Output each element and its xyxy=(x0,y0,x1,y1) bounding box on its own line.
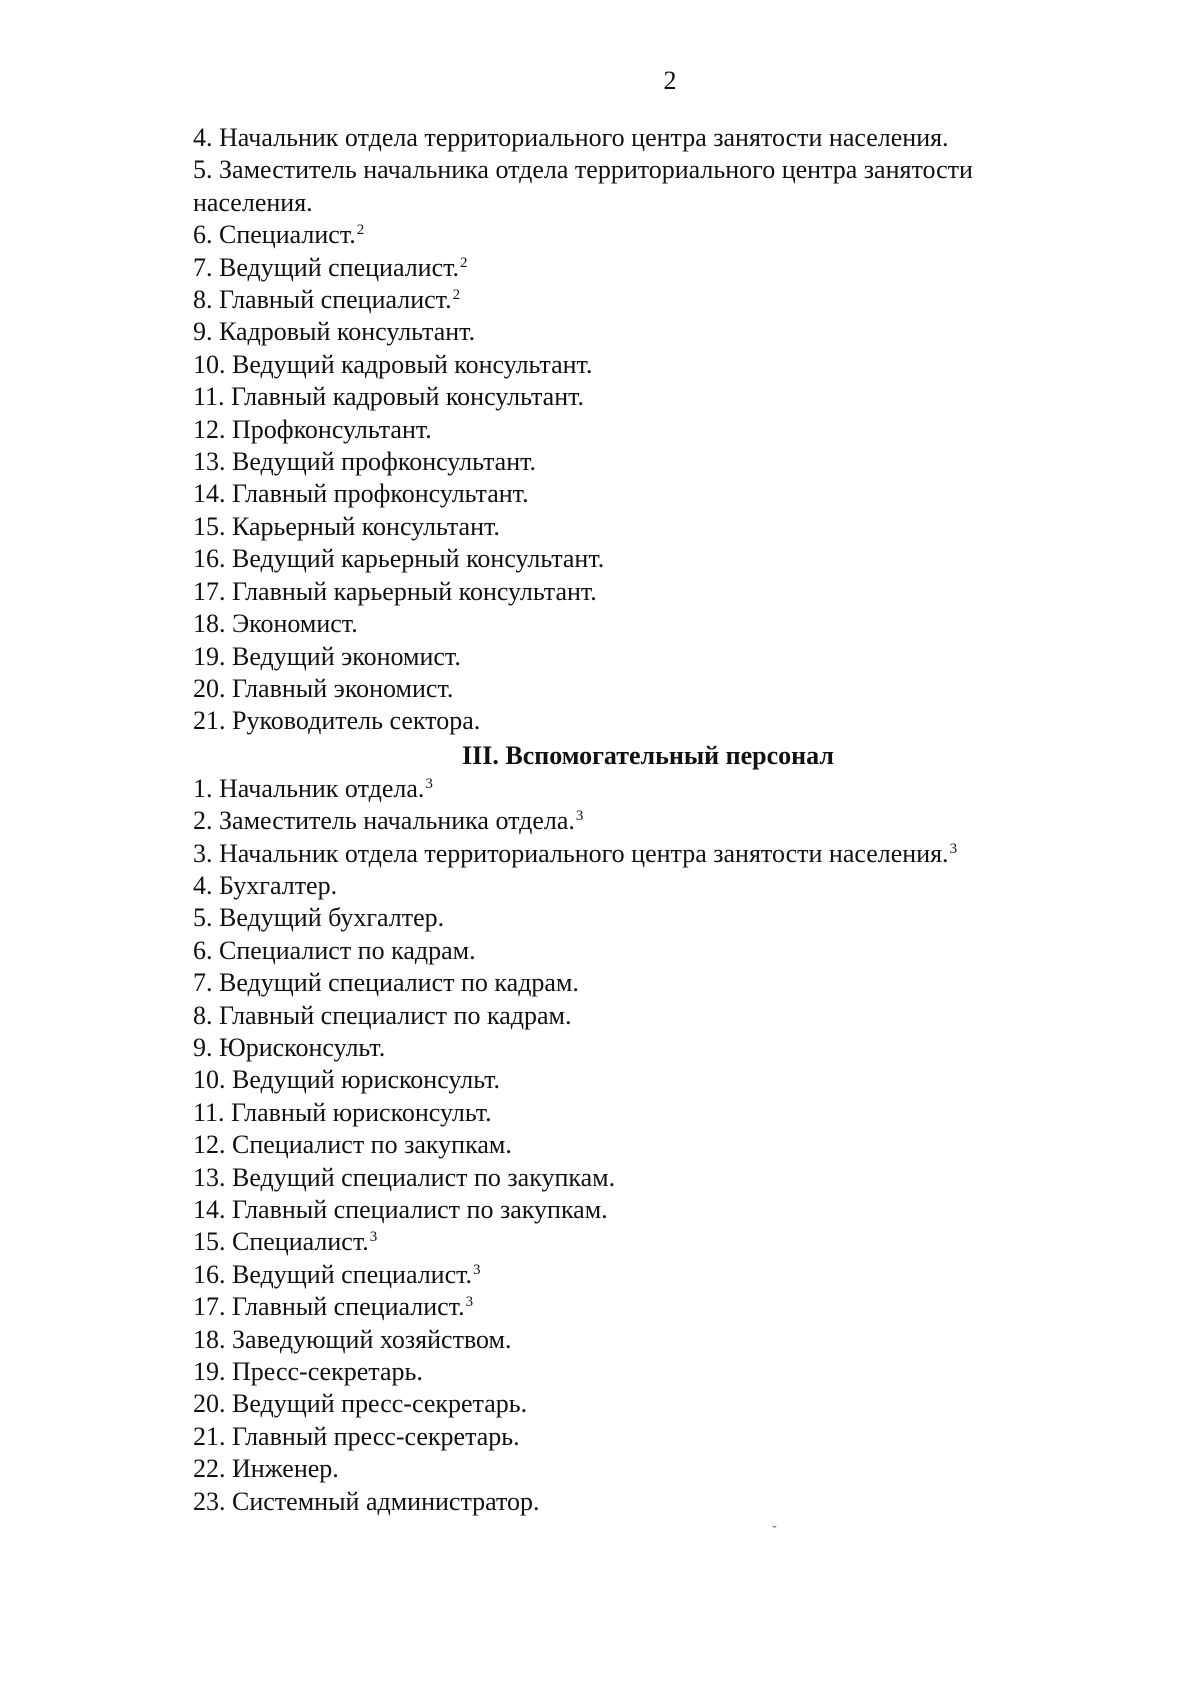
list-item-text: 16. Ведущий карьерный консультант. xyxy=(193,544,605,574)
list-item xyxy=(193,1356,1073,1388)
list-item-text: 8. Главный специалист. xyxy=(193,285,452,315)
list-item-text: 3. Начальник отдела территориального центра занятости населения. xyxy=(193,838,949,868)
footnote-mark: 3 xyxy=(949,840,958,857)
list-item xyxy=(193,316,1073,348)
list-item-text: 17. Главный специалист. xyxy=(193,1292,465,1322)
list-item xyxy=(193,1486,1073,1518)
list-item-text: 20. Ведущий пресс-секретарь. xyxy=(193,1389,528,1419)
list-item xyxy=(193,967,1073,999)
list-item-text: 10. Ведущий кадровый консультант. xyxy=(193,349,593,379)
list-item xyxy=(193,349,1073,381)
list-item xyxy=(193,1194,1073,1226)
list-item-text: 12. Профконсультант. xyxy=(193,414,432,444)
list-item xyxy=(193,1097,1073,1129)
list-item-text: 9. Кадровый консультант. xyxy=(193,317,476,347)
list-item-text: 8. Главный специалист по кадрам. xyxy=(193,1000,572,1030)
list-item xyxy=(193,902,1073,934)
list-item-text: 17. Главный карьерный консультант. xyxy=(193,576,597,606)
list-item xyxy=(193,641,1073,673)
list-item xyxy=(193,446,1073,478)
list-item-text: 12. Специалист по закупкам. xyxy=(193,1130,512,1160)
list-item-text: 2. Заместитель начальника отдела. xyxy=(193,806,575,836)
list-item xyxy=(193,673,1073,705)
page-number: 2 xyxy=(663,66,677,95)
footnote-mark: 3 xyxy=(575,808,584,825)
list-item xyxy=(193,1064,1073,1096)
scan-speck: ˇ xyxy=(772,1524,777,1539)
list-item xyxy=(193,381,1073,413)
list-item-text: 16. Ведущий специалист. xyxy=(193,1259,473,1289)
list-item-text: 18. Заведующий хозяйством. xyxy=(193,1324,512,1354)
list-item-text: 20. Главный экономист. xyxy=(193,673,454,703)
list-item xyxy=(193,1259,1073,1291)
list-item xyxy=(193,478,1073,510)
document-body xyxy=(193,122,1073,1518)
list-item xyxy=(193,511,1073,543)
list-item-text: 15. Специалист. xyxy=(193,1227,369,1257)
footnote-mark: 2 xyxy=(452,287,461,304)
list-item xyxy=(193,154,1073,219)
list-item-text: 21. Руководитель сектора. xyxy=(193,706,481,736)
list-item xyxy=(193,705,1073,737)
footnote-mark: 2 xyxy=(356,222,365,239)
list-item xyxy=(193,284,1073,316)
list-item xyxy=(193,870,1073,902)
list-item xyxy=(193,1162,1073,1194)
list-item xyxy=(193,1324,1073,1356)
list-item xyxy=(193,576,1073,608)
list-item-text: 19. Ведущий экономист. xyxy=(193,641,461,671)
list-item-text: 14. Главный специалист по закупкам. xyxy=(193,1195,608,1224)
list-item-text: 21. Главный пресс-секретарь. xyxy=(193,1421,520,1451)
list-continued xyxy=(193,122,1073,738)
list-item-text: 4. Бухгалтер. xyxy=(193,870,338,900)
list-item-text: 10. Ведущий юрисконсульт. xyxy=(193,1065,501,1095)
list-item xyxy=(193,608,1073,640)
list-item xyxy=(193,838,1073,870)
list-item xyxy=(193,773,1073,805)
footnote-mark: 3 xyxy=(369,1229,378,1246)
list-item-text: 7. Ведущий специалист по кадрам. xyxy=(193,968,579,998)
list-item-text: 5. Заместитель начальника отдела территориального центра занятости населения. xyxy=(193,155,973,217)
section-list xyxy=(193,773,1073,1518)
list-item xyxy=(193,935,1073,967)
list-item xyxy=(193,1453,1073,1485)
list-item xyxy=(193,543,1073,575)
list-item-text: 13. Ведущий профконсультант. xyxy=(193,447,537,477)
list-item xyxy=(193,1226,1073,1258)
list-item-text: 7. Ведущий специалист. xyxy=(193,252,460,282)
list-item-text: 19. Пресс-секретарь. xyxy=(193,1357,423,1387)
list-item-text: 6. Специалист. xyxy=(193,220,356,250)
list-item-text: 13. Ведущий специалист по закупкам. xyxy=(193,1162,616,1192)
list-item xyxy=(193,1000,1073,1032)
list-item-text: 4. Начальник отдела территориального центра занятости населения. xyxy=(193,123,949,152)
list-item xyxy=(193,805,1073,837)
footnote-mark: 3 xyxy=(473,1261,481,1278)
section-heading: III. Вспомогательный персонал xyxy=(462,740,834,770)
list-item-text: 23. Системный администратор. xyxy=(193,1486,540,1516)
list-item xyxy=(193,1421,1073,1453)
list-item xyxy=(193,1129,1073,1161)
list-item xyxy=(193,1291,1073,1323)
list-item-text: 18. Экономист. xyxy=(193,609,358,639)
list-item xyxy=(193,219,1073,251)
list-item xyxy=(193,414,1073,446)
list-item-text: 14. Главный профконсультант. xyxy=(193,479,529,509)
list-item xyxy=(193,1388,1073,1420)
list-item-text: 5. Ведущий бухгалтер. xyxy=(193,903,445,933)
list-item xyxy=(193,1032,1073,1064)
list-item xyxy=(193,122,1073,154)
list-item-text: 15. Карьерный консультант. xyxy=(193,511,500,541)
footnote-mark: 2 xyxy=(460,254,468,271)
list-item-text: 1. Начальник отдела. xyxy=(193,773,425,803)
footnote-mark: 3 xyxy=(425,775,433,792)
list-item-text: 22. Инженер. xyxy=(193,1454,339,1484)
list-item-text: 6. Специалист по кадрам. xyxy=(193,935,476,965)
list-item-text: 11. Главный юрисконсульт. xyxy=(193,1097,492,1127)
list-item-text: 9. Юрисконсульт. xyxy=(193,1032,386,1062)
list-item xyxy=(193,252,1073,284)
footnote-mark: 3 xyxy=(465,1294,474,1311)
list-item-text: 11. Главный кадровый консультант. xyxy=(193,382,585,412)
